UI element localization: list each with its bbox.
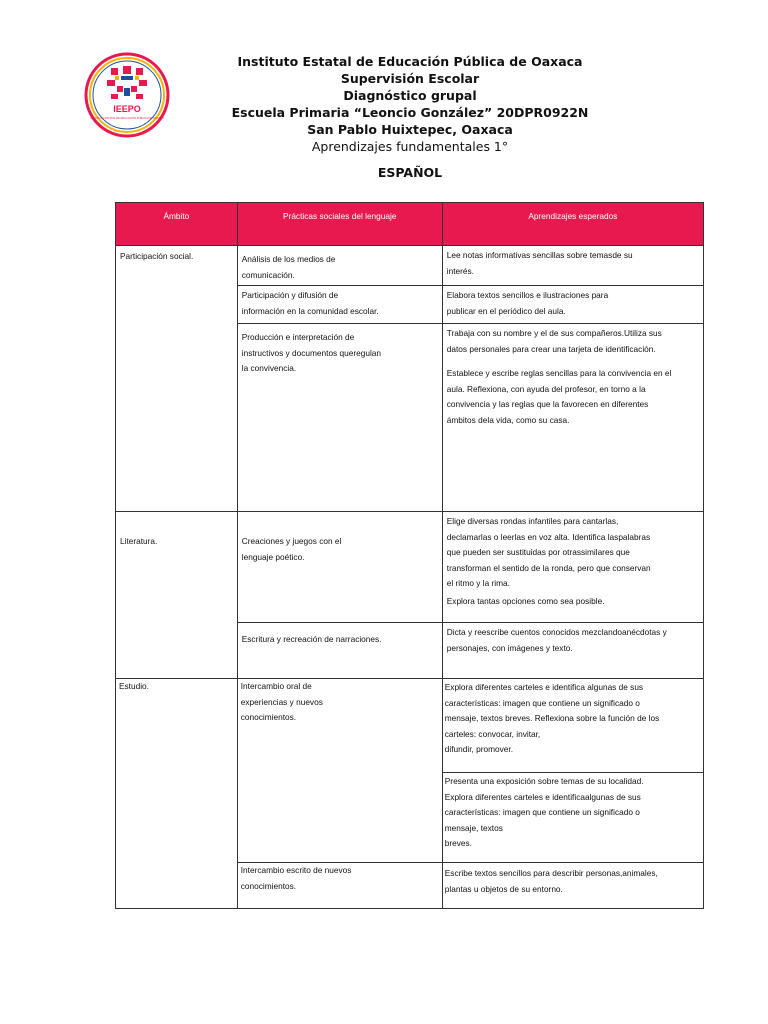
aprendizaje-line: características: imagen que contiene un significado o	[444, 697, 640, 708]
practica-line: Producción e interpretación de	[241, 332, 355, 342]
practica-line: Participación y difusión de	[241, 290, 339, 300]
aprendizaje-line: plantas u objetos de su entorno.	[444, 883, 563, 894]
ambito-literatura: Literatura.	[120, 536, 158, 546]
practica-line: instructivos y documentos queregulan	[241, 347, 382, 358]
aprendizaje-line: aula. Reflexiona, con ayuda del profesor, en torno a la	[446, 383, 646, 394]
practica-cell	[237, 863, 442, 909]
header-supervision: Supervisión Escolar	[340, 71, 480, 86]
aprendizaje-line: declamarlas o leerlas en voz alta. Identifica laspalabras	[446, 531, 651, 542]
aprendizaje-line: personajes, con imágenes y texto.	[446, 642, 573, 653]
aprendizaje-cell	[442, 324, 703, 512]
table-row	[116, 512, 704, 623]
aprendizaje-line: breves.	[444, 838, 472, 848]
document-header	[230, 53, 590, 181]
learning-table	[115, 202, 704, 909]
practica-cell	[237, 512, 442, 623]
ambito-cell	[116, 512, 238, 679]
practica-line: conocimientos.	[240, 880, 297, 891]
aprendizaje-cell	[442, 623, 703, 679]
practica-line: Intercambio oral de	[240, 681, 312, 691]
aprendizaje-line: Elabora textos sencillos e ilustraciones para	[446, 290, 609, 300]
aprendizaje-cell	[442, 679, 703, 773]
header-aprendizajes: Aprendizajes esperados	[442, 203, 703, 246]
aprendizaje-line: transforman el sentido de la ronda, pero que conservan	[446, 562, 651, 573]
aprendizaje-line: Escribe textos sencillos para describir personas,animales,	[444, 868, 658, 878]
aprendizaje-line: Presenta una exposición sobre temas de su localidad.	[444, 776, 644, 786]
aprendizaje-line: Explora diferentes carteles e identificaalgunas de sus	[444, 791, 641, 802]
aprendizaje-line: ámbitos dela vida, como su casa.	[446, 414, 570, 425]
practica-line: conocimientos.	[240, 712, 297, 722]
table-row	[116, 246, 704, 286]
practica-line: lenguaje poético.	[241, 551, 305, 562]
practica-line: Intercambio escrito de nuevos	[240, 865, 352, 875]
aprendizaje-line: carteles: convocar, invitar,	[444, 728, 541, 739]
aprendizaje-line: publicar en el periódico del aula.	[446, 305, 566, 316]
practica-cell	[237, 286, 442, 324]
table-row	[116, 679, 704, 773]
aprendizaje-line: el ritmo y la rima.	[446, 578, 510, 588]
header-location: San Pablo Huixtepec, Oaxaca	[307, 122, 513, 137]
header-institution: Instituto Estatal de Educación Pública de Oaxaca	[237, 54, 583, 69]
aprendizaje-line: Explora diferentes carteles e identifica algunas de sus	[444, 682, 644, 692]
logo-text: IEEPO	[113, 104, 141, 114]
header-school: Escuela Primaria “Leoncio González” 20DPR0922N	[231, 105, 589, 120]
header-diagnostic: Diagnóstico grupal	[343, 88, 477, 103]
practica-line: la convivencia.	[241, 363, 297, 373]
aprendizaje-cell	[442, 246, 703, 286]
aprendizaje-line: convivencia y las reglas que la favorecen en diferentes	[446, 399, 649, 409]
aprendizaje-line: características: imagen que contiene un significado o	[444, 807, 640, 817]
practica-cell	[237, 324, 442, 512]
practica-cell	[237, 246, 442, 286]
aprendizaje-cell	[442, 512, 703, 623]
header-practicas: Prácticas sociales del lenguaje	[237, 203, 442, 246]
ambito-cell	[116, 679, 238, 909]
practica-line: comunicación.	[241, 269, 295, 280]
aprendizaje-line: interés.	[446, 265, 474, 276]
aprendizaje-line: Elige diversas rondas infantiles para cantarlas,	[446, 516, 619, 526]
ambito-participacion: Participación social.	[120, 251, 194, 261]
aprendizaje-line: mensaje, textos breves. Reflexiona sobre la función de los	[444, 713, 660, 723]
aprendizaje-line: Trabaja con su nombre y el de sus compañeros.Utiliza sus	[446, 328, 662, 338]
practica-line: Análisis de los medios de	[241, 254, 336, 264]
aprendizaje-line: Dicta y reescribe cuentos conocidos mezclandoanécdotas y	[446, 627, 667, 637]
practica-line: información en la comunidad escolar.	[241, 305, 379, 316]
aprendizaje-cell	[442, 863, 703, 909]
ieepo-logo	[84, 52, 170, 138]
header-learnings: Aprendizajes fundamentales 1°	[311, 139, 509, 154]
aprendizaje-line: Establece y escribe reglas sencillas para la convivencia en el	[446, 368, 672, 378]
aprendizaje-cell	[442, 773, 703, 863]
practica-line: experiencias y nuevos	[240, 696, 323, 707]
practica-line: Creaciones y juegos con el	[241, 536, 342, 546]
ambito-cell	[116, 246, 238, 512]
aprendizaje-cell	[442, 286, 703, 324]
aprendizaje-line: mensaje, textos	[444, 822, 503, 833]
aprendizaje-line: que pueden ser sustituidas por otrassimilares que	[446, 547, 630, 557]
aprendizaje-line: Lee notas informativas sencillas sobre temasde su	[446, 250, 633, 260]
logo-caption: INSTITUTO ESTATAL DE EDUCACIÓN PÚBLICA DE OAXACA	[90, 117, 164, 120]
practica-cell	[237, 623, 442, 679]
practica-cell	[237, 679, 442, 863]
aprendizaje-line: difundir, promover.	[444, 744, 514, 754]
practica-line: Escritura y recreación de narraciones.	[241, 634, 382, 644]
header-ambito: Ámbito	[116, 203, 238, 246]
ambito-estudio: Estudio.	[119, 681, 149, 691]
table-header-row	[116, 203, 704, 246]
subject-title: ESPAÑOL	[377, 165, 443, 180]
aprendizaje-line: datos personales para crear una tarjeta de identificación.	[446, 343, 656, 354]
aprendizaje-line: Explora tantas opciones como sea posible.	[446, 595, 605, 606]
